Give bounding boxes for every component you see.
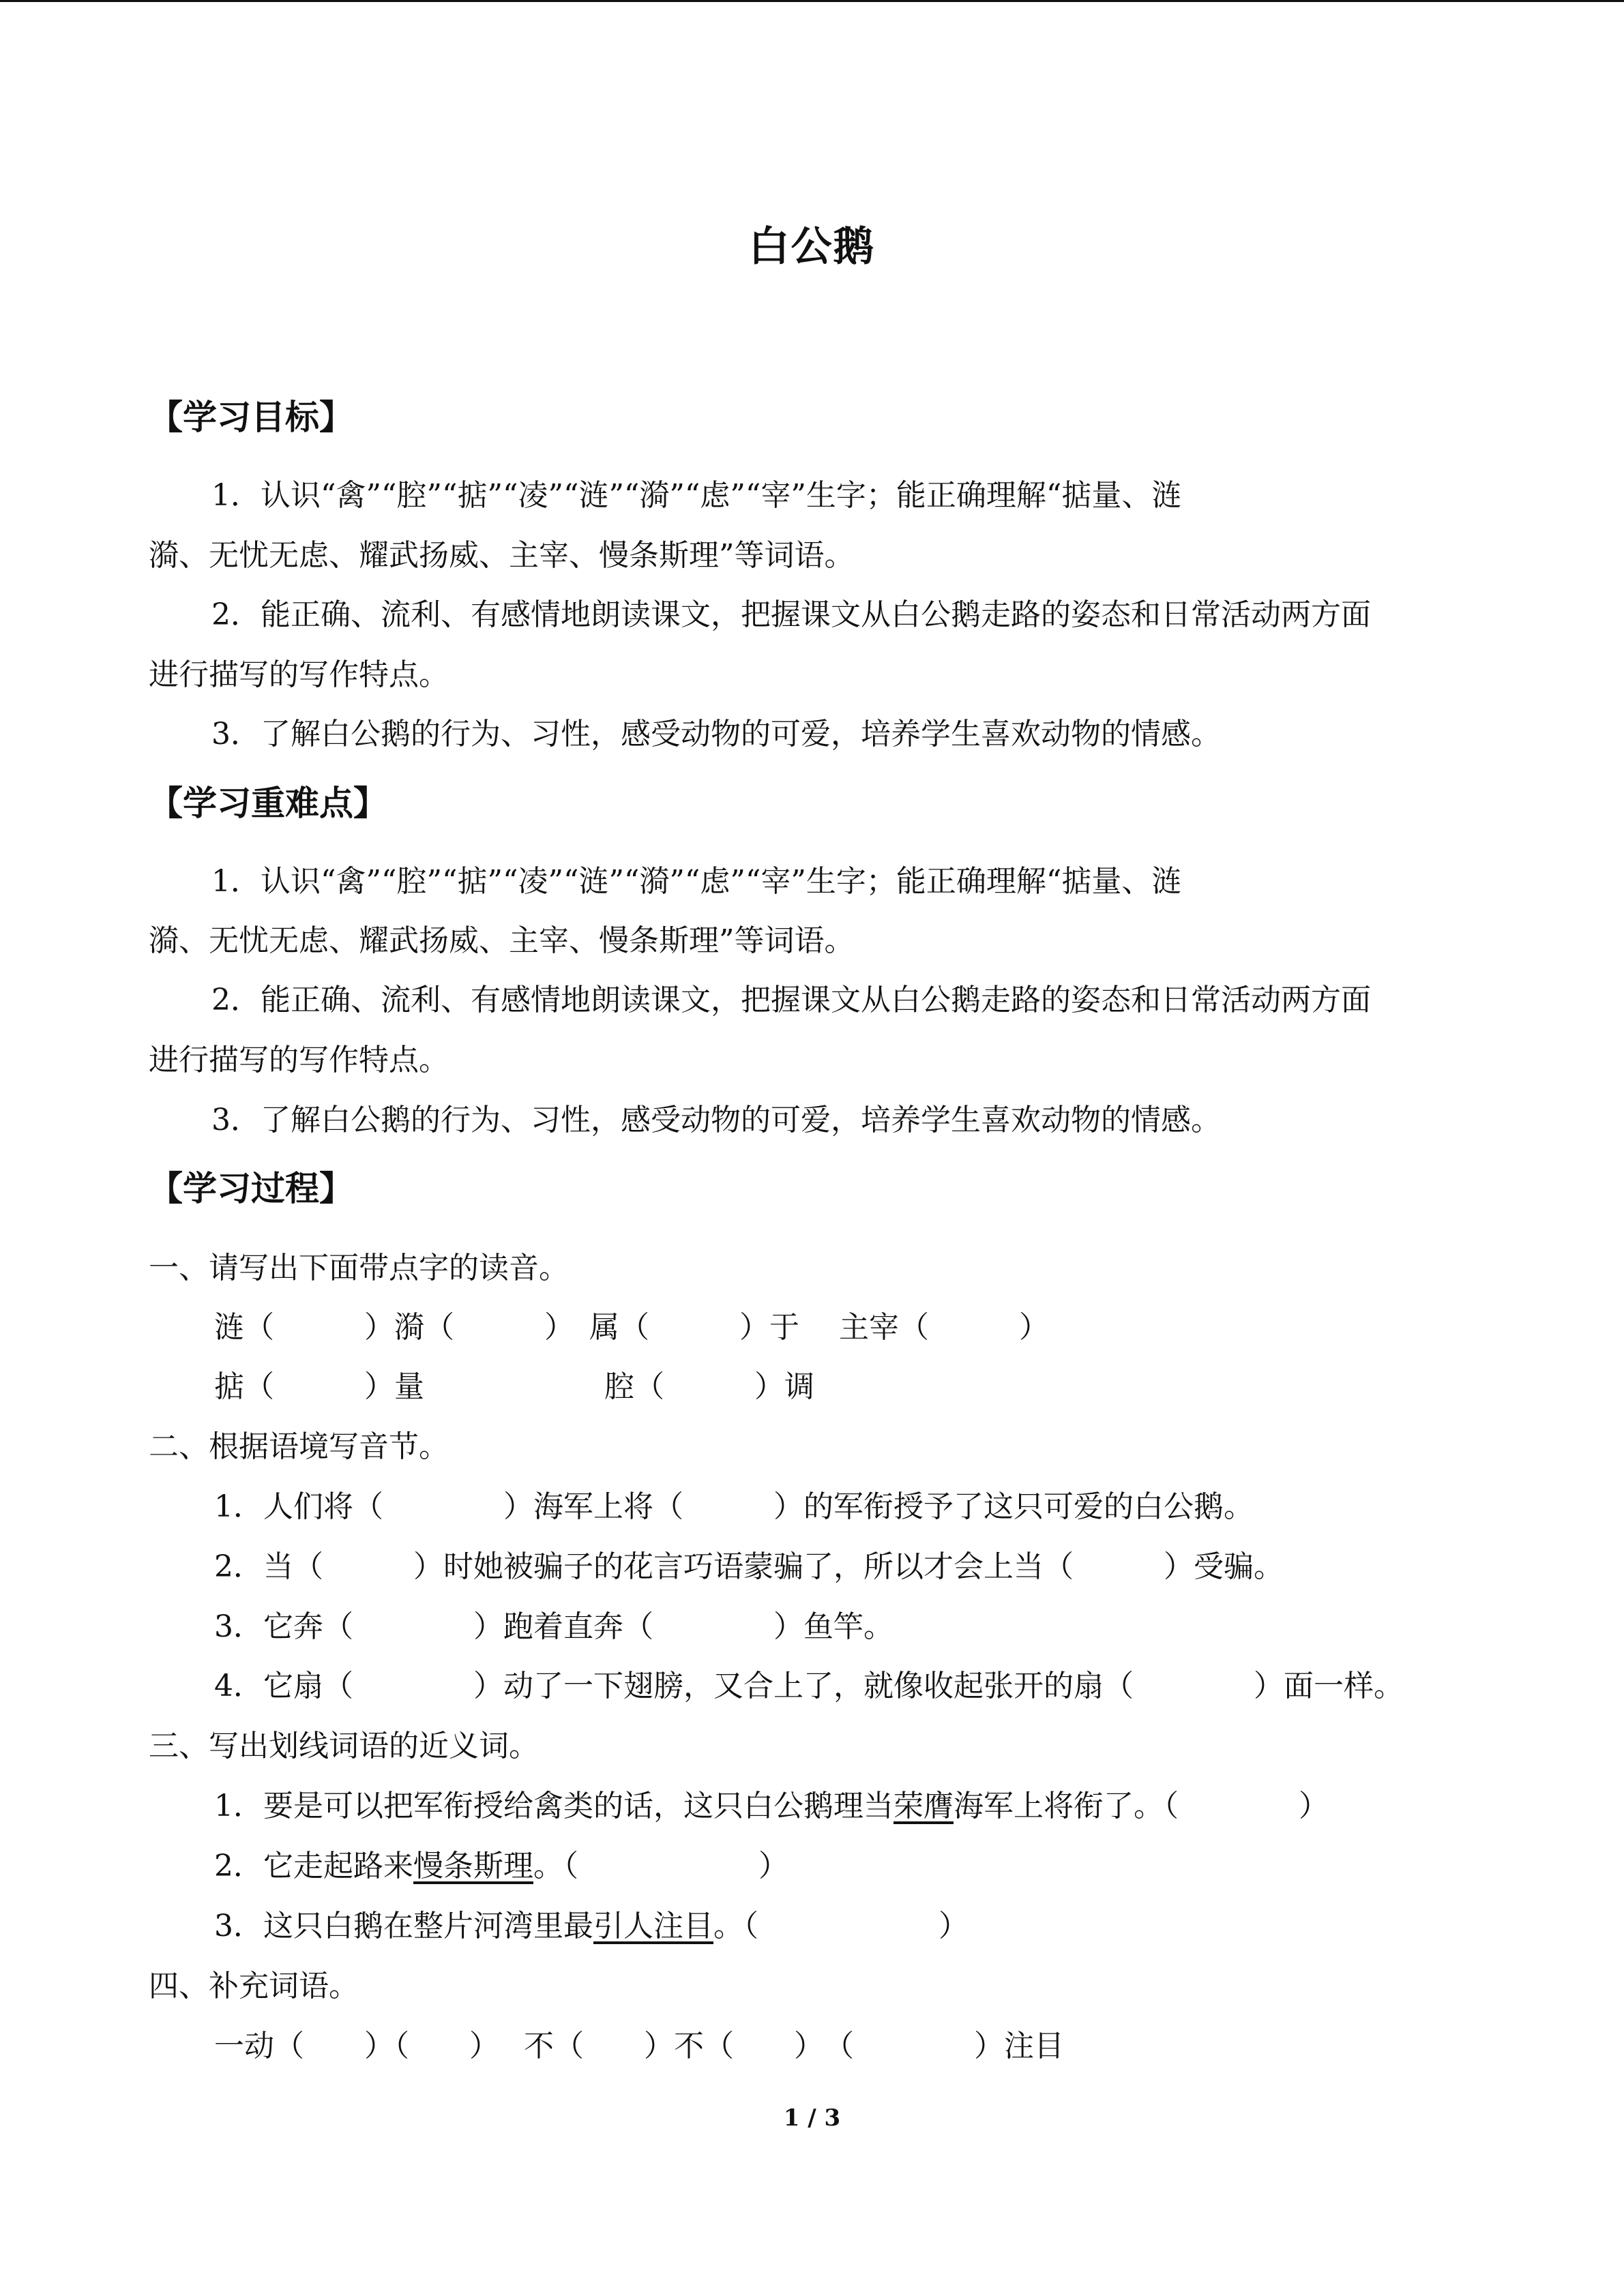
question-3-item-2-text-before: 2．它走起路来 xyxy=(214,1849,413,1883)
question-3-item-1-text-after: 海军上将衔了。（ ） xyxy=(954,1789,1329,1823)
keypoint-item-2-line-1: 2．能正确、流利、有感情地朗读课文，把握课文从白公鹅走路的姿态和日常活动两方面 xyxy=(211,983,1371,1017)
keypoint-item-3: 3．了解白公鹅的行为、习性，感受动物的可爱，培养学生喜欢动物的情感。 xyxy=(211,1103,1221,1137)
question-1-row-2: 掂（ ）量 腔（ ）调 xyxy=(214,1369,814,1404)
question-3-item-3 xyxy=(214,1906,969,1947)
question-2-item-2: 2．当（ ）时她被骗子的花言巧语蒙骗了，所以才会上当（ ）受骗。 xyxy=(214,1549,1284,1584)
keypoint-item-1-line-1: 1．认识“禽”“腔”“掂”“凌”“涟”“漪”“虑”“宰”生字；能正确理解“掂量、涟 xyxy=(211,864,1182,899)
question-3-item-2-text-after: 。（ ） xyxy=(533,1849,788,1883)
page-number: 1 / 3 xyxy=(783,2104,841,2132)
question-2-item-1: 1．人们将（ ）海军上将（ ）的军衔授予了这只可爱的白公鹅。 xyxy=(214,1489,1254,1524)
question-3-item-3-text-after: 。（ ） xyxy=(713,1909,969,1943)
objective-item-2-line-2: 进行描写的写作特点。 xyxy=(149,657,449,692)
question-4-title: 四、补充词语。 xyxy=(149,1969,359,2003)
page-title: 白公鹅 xyxy=(748,223,876,271)
section-heading-process: 【学习过程】 xyxy=(149,1169,353,1208)
top-border-line xyxy=(0,0,1624,2)
question-2-item-4: 4．它扇（ ）动了一下翅膀，又合上了，就像收起张开的扇（ ）面一样。 xyxy=(214,1669,1404,1703)
question-3-item-1-underlined-word: 荣膺 xyxy=(894,1789,954,1823)
question-1-title: 一、请写出下面带点字的读音。 xyxy=(149,1251,569,1285)
question-3-item-1-text-before: 1．要是可以把军衔授给禽类的话，这只白公鹅理当 xyxy=(214,1789,894,1823)
section-heading-keypoints: 【学习重难点】 xyxy=(149,784,387,823)
keypoint-item-2-line-2: 进行描写的写作特点。 xyxy=(149,1043,449,1077)
section-heading-objectives: 【学习目标】 xyxy=(149,398,353,437)
question-3-item-2-underlined-word: 慢条斯理 xyxy=(413,1849,533,1883)
objective-item-3: 3．了解白公鹅的行为、习性，感受动物的可爱，培养学生喜欢动物的情感。 xyxy=(211,717,1221,751)
objective-item-2-line-1: 2．能正确、流利、有感情地朗读课文，把握课文从白公鹅走路的姿态和日常活动两方面 xyxy=(211,597,1371,632)
question-3-item-3-underlined-word: 引人注目 xyxy=(593,1909,713,1943)
question-3-title: 三、写出划线词语的近义词。 xyxy=(149,1729,539,1763)
objective-item-1-line-1: 1．认识“禽”“腔”“掂”“凌”“涟”“漪”“虑”“宰”生字；能正确理解“掂量、涟 xyxy=(211,478,1182,513)
keypoint-item-1-line-2: 漪、无忧无虑、耀武扬威、主宰、慢条斯理”等词语。 xyxy=(149,923,855,958)
objective-item-1-line-2: 漪、无忧无虑、耀武扬威、主宰、慢条斯理”等词语。 xyxy=(149,538,855,573)
question-3-item-2 xyxy=(214,1846,788,1887)
question-2-item-3: 3．它奔（ ）跑着直奔（ ）鱼竿。 xyxy=(214,1609,894,1644)
question-3-item-1 xyxy=(214,1786,1329,1827)
question-3-item-3-text-before: 3．这只白鹅在整片河湾里最 xyxy=(214,1909,593,1943)
question-1-row-1: 涟（ ）漪（ ） 属（ ）于 主宰（ ） xyxy=(214,1310,1049,1345)
question-2-title: 二、根据语境写音节。 xyxy=(149,1429,449,1464)
question-4-row-1: 一动（ ）（ ） 不（ ）不（ ） （ ）注目 xyxy=(214,2029,1064,2063)
